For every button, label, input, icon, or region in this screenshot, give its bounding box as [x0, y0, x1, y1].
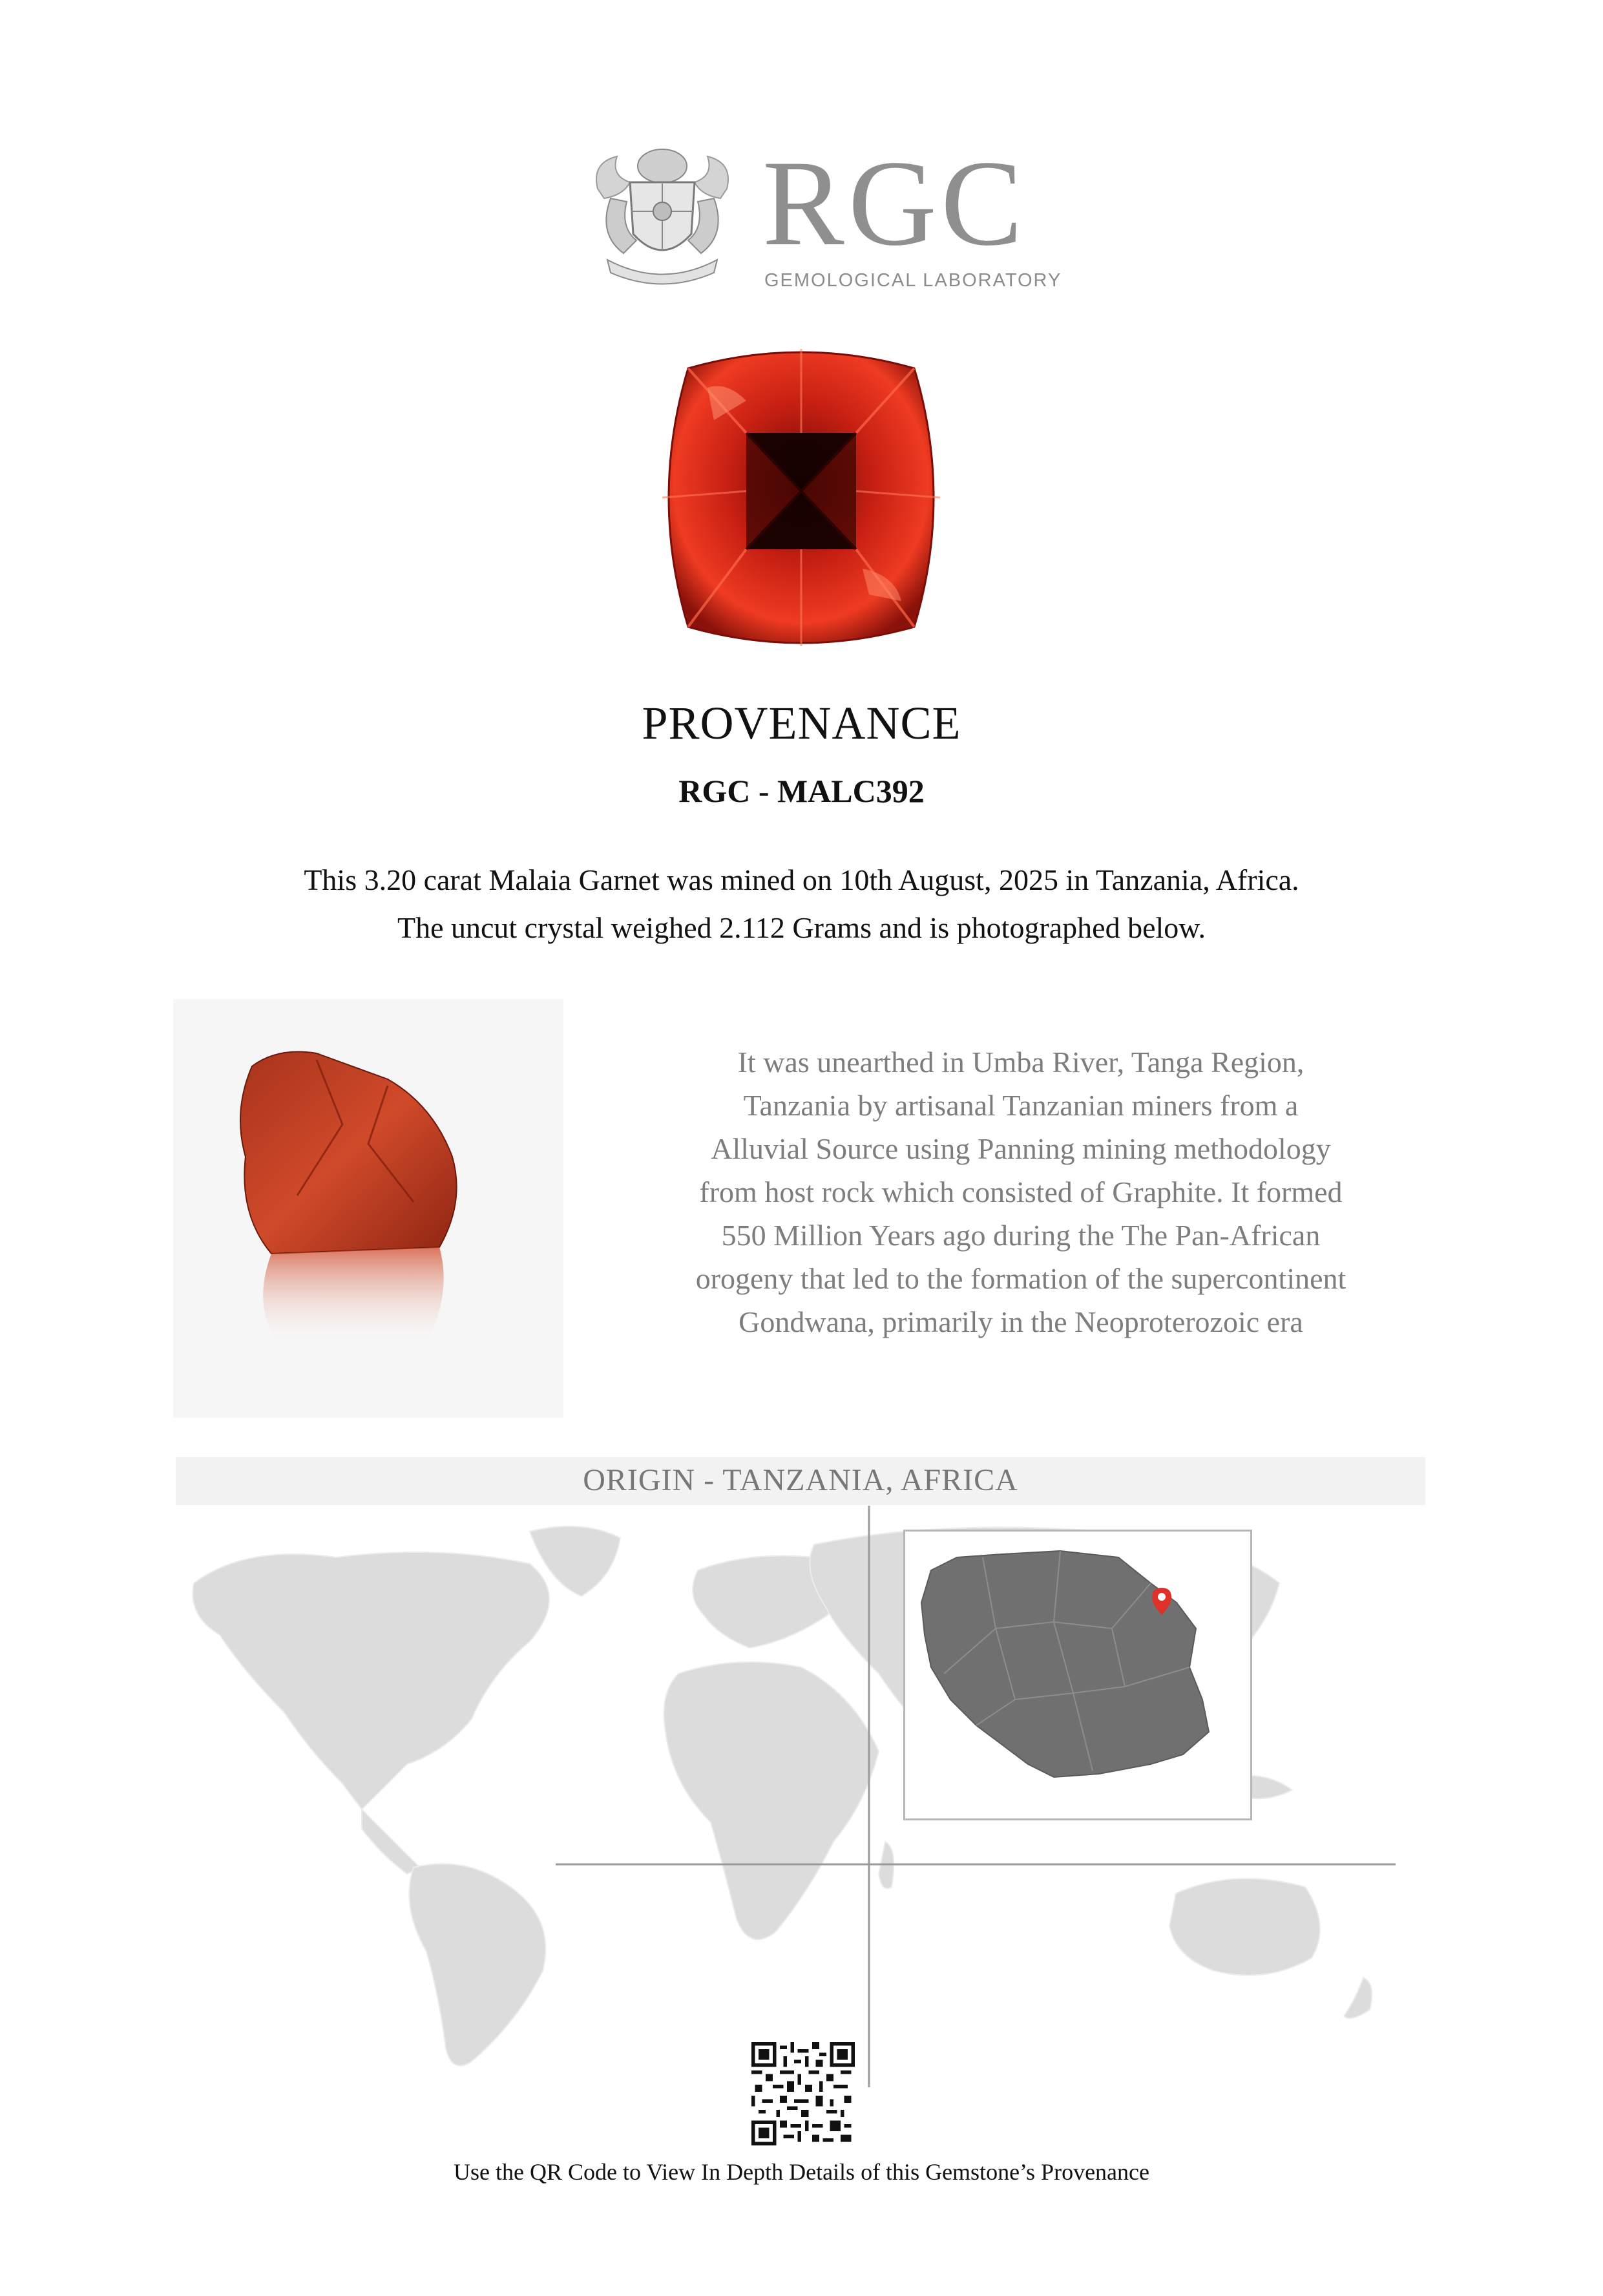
- story-line: Tanzania by artisanal Tanzanian miners from a: [743, 1089, 1299, 1122]
- description-line: The uncut crystal weighed 2.112 Grams and is photographed below.: [397, 911, 1206, 944]
- tanzania-inset-map: [903, 1530, 1252, 1820]
- story-line: orogeny that led to the formation of the supercontinent: [695, 1262, 1346, 1295]
- origin-label: ORIGIN - TANZANIA, AFRICA: [583, 1463, 1018, 1497]
- qr-caption: Use the QR Code to View In Depth Details of this Gemstone’s Provenance: [454, 2159, 1149, 2185]
- logo-subtitle: GEMOLOGICAL LABORATORY: [764, 270, 1062, 291]
- story-line: 550 Million Years ago during the The Pan-African: [721, 1219, 1321, 1252]
- reference-code: RGC - MALC392: [678, 773, 925, 809]
- provenance-story: [646, 1040, 1396, 1343]
- logo-wordmark: RGC: [762, 136, 1027, 271]
- crest-logo: [585, 137, 740, 289]
- story-line: from host rock which consisted of Graphite. It formed: [699, 1175, 1343, 1208]
- map-pin-icon: [1151, 1586, 1173, 1616]
- gemstone-photo: [649, 342, 953, 653]
- story-line: Alluvial Source using Panning mining methodology: [711, 1132, 1331, 1165]
- story-line: It was unearthed in Umba River, Tanga Region,: [737, 1046, 1304, 1079]
- rough-crystal-photo: [220, 1034, 504, 1370]
- qr-code-icon[interactable]: [751, 2042, 855, 2145]
- story-line: Gondwana, primarily in the Neoproterozoic era: [739, 1305, 1303, 1338]
- description: [0, 856, 1603, 952]
- heraldic-crest-icon: [585, 137, 740, 289]
- description-line: This 3.20 carat Malaia Garnet was mined on 10th August, 2025 in Tanzania, Africa.: [304, 863, 1299, 896]
- page-title: PROVENANCE: [642, 697, 961, 749]
